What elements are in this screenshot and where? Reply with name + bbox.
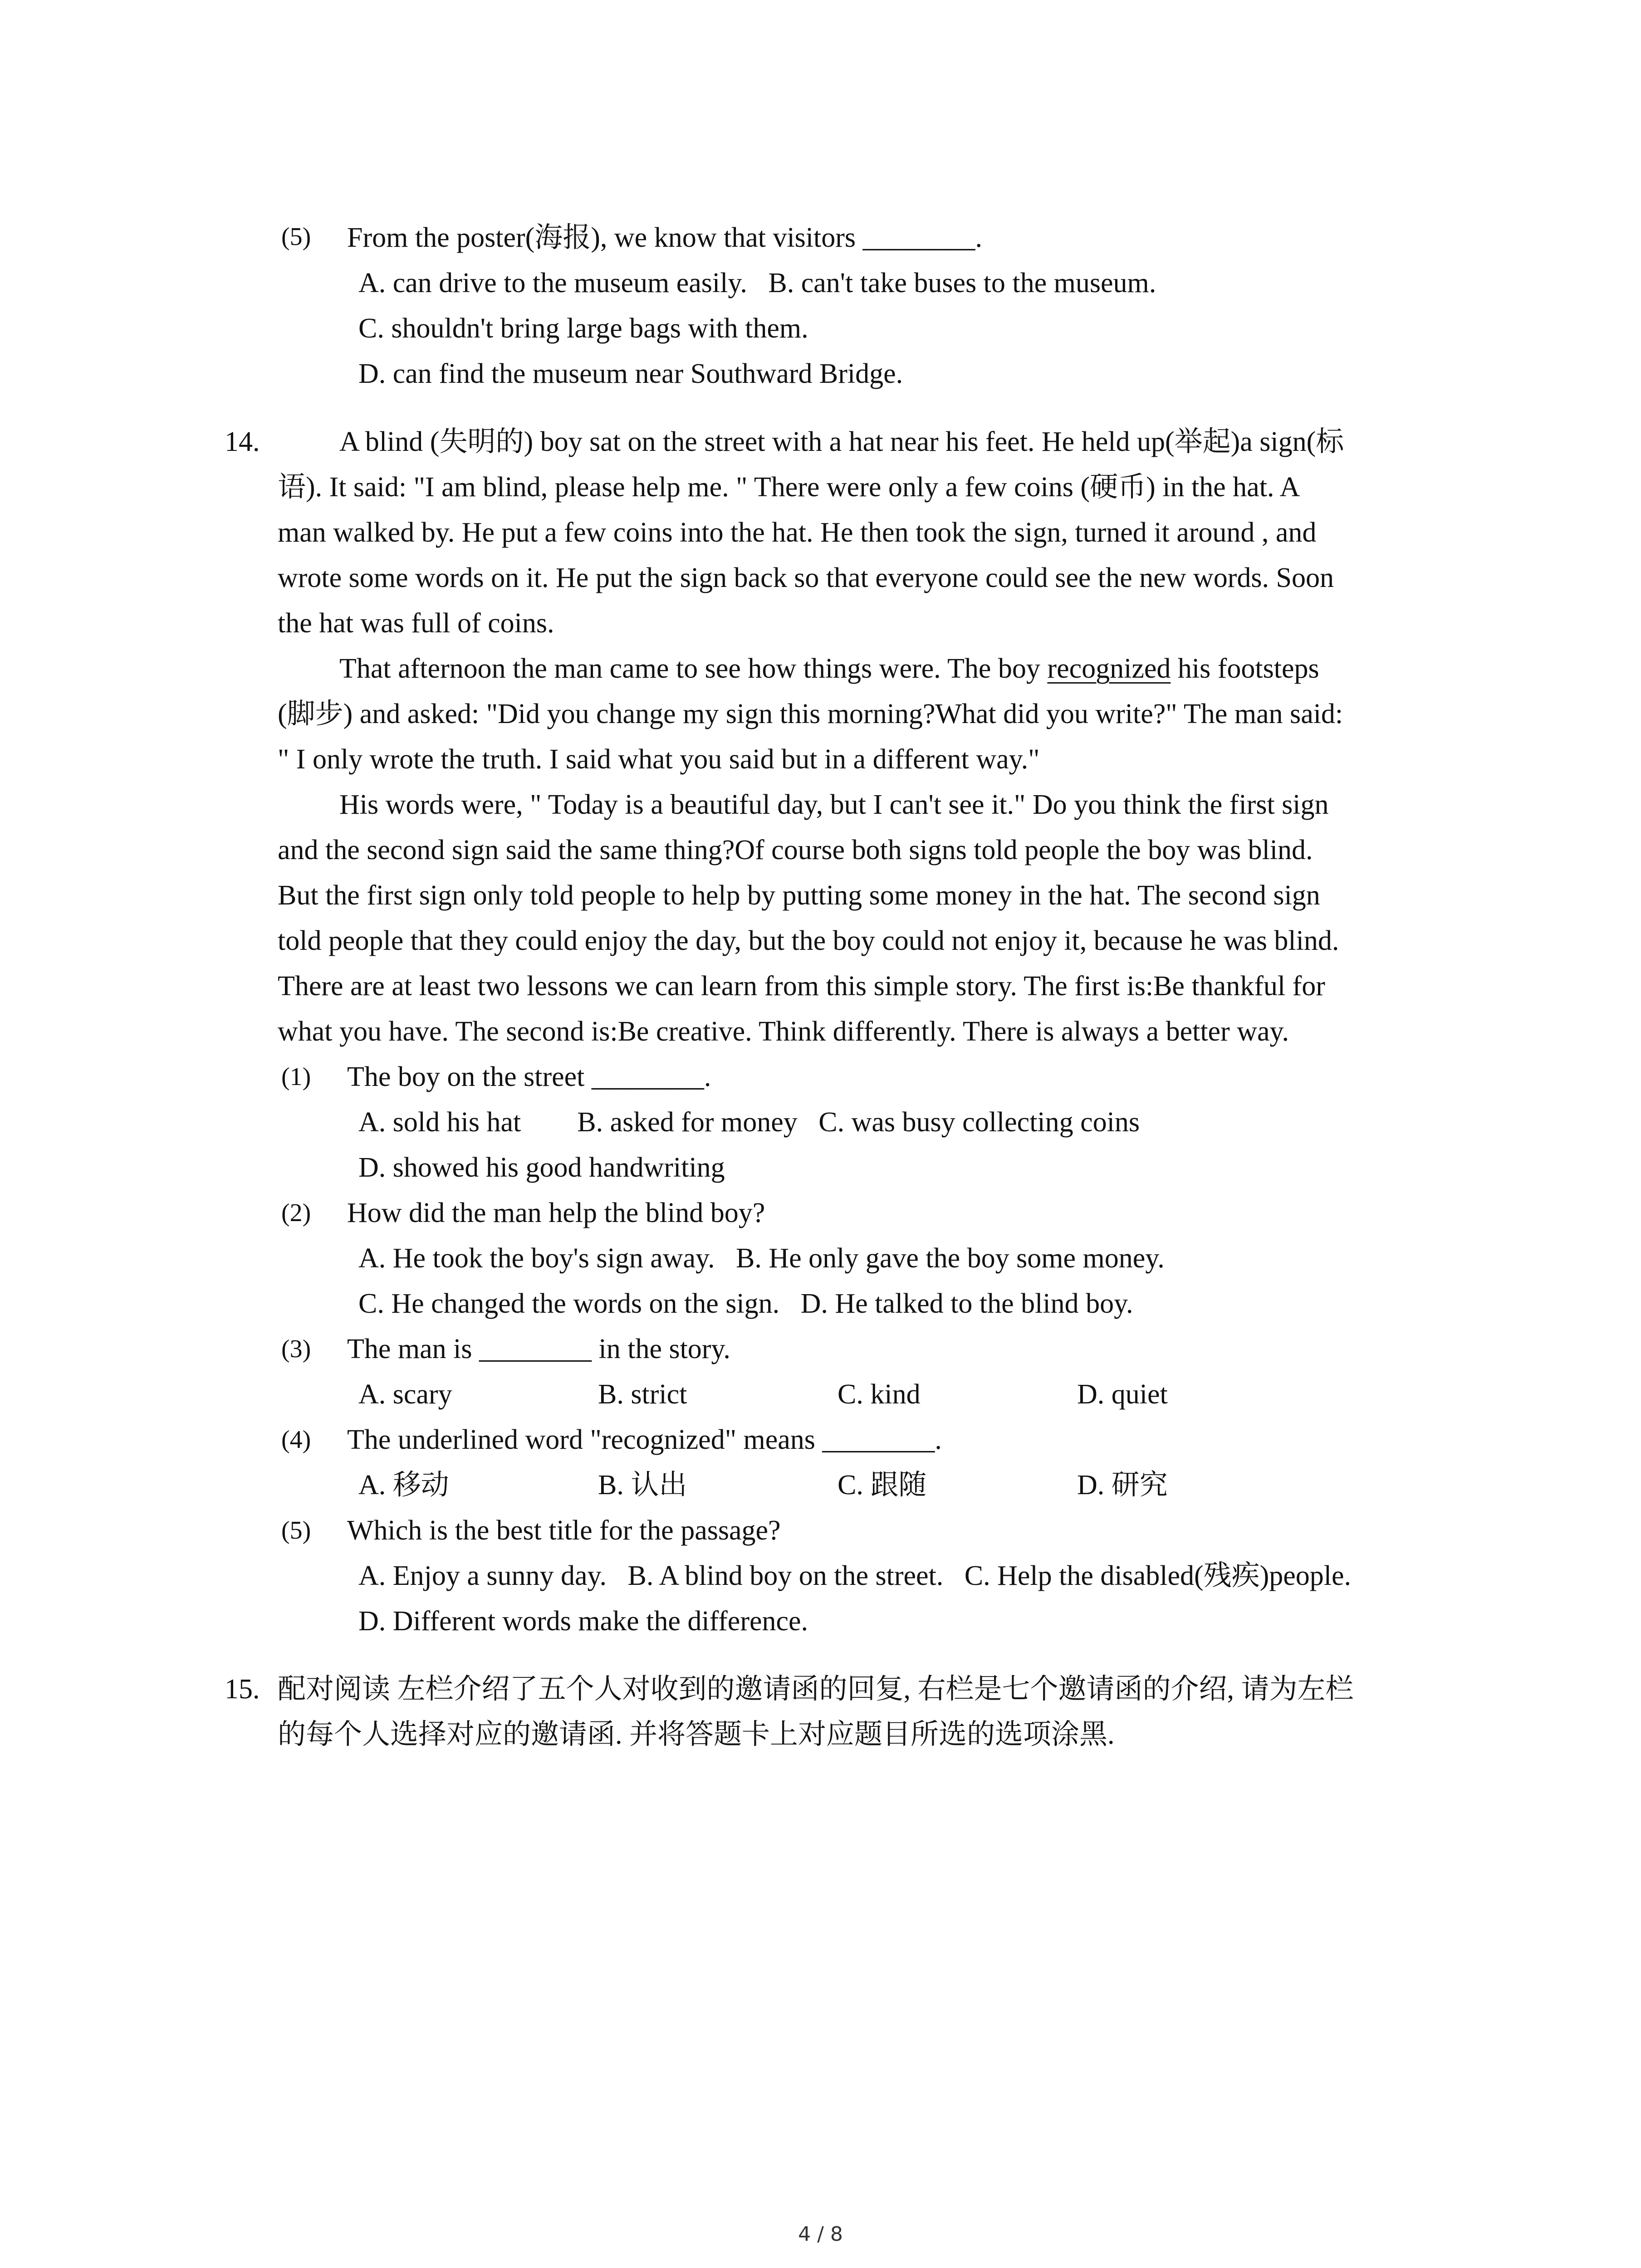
page-number: 4 / 8 — [798, 2223, 843, 2246]
question-number: 14. — [225, 426, 260, 457]
instruction-line: 配对阅读 左栏介绍了五个人对收到的邀请函的回复, 右栏是七个邀请函的介绍, 请为左栏 — [278, 1674, 1354, 1705]
option-b: B. 认出 — [598, 1470, 687, 1501]
option-b: B. strict — [598, 1379, 687, 1410]
passage-line: (脚步) and asked: "Did you change my sign this morning?What did you write?" The man said: — [278, 699, 1343, 729]
passage-text: That afternoon the man came to see how things were. The boy — [339, 653, 1048, 684]
option-line: D. can find the museum near Southward Bridge. — [358, 358, 903, 389]
passage-line: wrote some words on it. He put the sign back so that everyone could see the new words. Soon — [278, 562, 1334, 593]
passage-line: man walked by. He put a few coins into the hat. He then took the sign, turned it around , and — [278, 517, 1317, 548]
option-line: C. He changed the words on the sign. D. He talked to the blind boy. — [358, 1288, 1133, 1319]
underlined-word: recognized — [1047, 653, 1171, 684]
option-d: D. 研究 — [1077, 1470, 1168, 1501]
passage-line — [339, 650, 1319, 687]
question-stem: How did the man help the blind boy? — [347, 1198, 765, 1228]
option-line: D. showed his good handwriting — [358, 1152, 725, 1183]
question-number: 15. — [225, 1674, 260, 1705]
question-number: (3) — [281, 1335, 311, 1363]
passage-line: what you have. The second is:Be creative. Think differently. There is always a better way. — [278, 1016, 1289, 1047]
passage-line: told people that they could enjoy the day, but the boy could not enjoy it, because he was blind. — [278, 925, 1339, 956]
passage-line: There are at least two lessons we can learn from this simple story. The first is:Be thankful for — [278, 971, 1325, 1002]
option-d: D. quiet — [1077, 1379, 1168, 1410]
option-line: A. Enjoy a sunny day. B. A blind boy on the street. C. Help the disabled(残疾)people. — [358, 1560, 1352, 1591]
passage-line: A blind (失明的) boy sat on the street with a hat near his feet. He held up(举起)a sign(标 — [339, 426, 1344, 457]
passage-line: His words were, " Today is a beautiful day, but I can't see it." Do you think the first sign — [339, 789, 1329, 820]
question-stem: Which is the best title for the passage? — [347, 1515, 781, 1546]
question-number: (5) — [281, 1516, 311, 1545]
question-number: (2) — [281, 1199, 311, 1227]
question-stem: The boy on the street ________. — [347, 1061, 711, 1092]
passage-text: his footsteps — [1171, 653, 1319, 684]
option-line: C. shouldn't bring large bags with them. — [358, 313, 808, 344]
passage-line: " I only wrote the truth. I said what you said but in a different way." — [278, 744, 1040, 775]
option-c: C. kind — [838, 1379, 921, 1410]
option-line: D. Different words make the difference. — [358, 1606, 808, 1637]
option-line: A. sold his hat B. asked for money C. was busy collecting coins — [358, 1107, 1140, 1138]
question-stem: The underlined word "recognized" means ________. — [347, 1424, 942, 1455]
option-line: A. He took the boy's sign away. B. He only gave the boy some money. — [358, 1243, 1165, 1274]
question-stem: From the poster(海报), we know that visitors ________. — [347, 222, 983, 253]
passage-line: the hat was full of coins. — [278, 608, 554, 639]
option-c: C. 跟随 — [838, 1470, 927, 1501]
option-line: A. can drive to the museum easily. B. can't take buses to the museum. — [358, 268, 1156, 298]
option-a: A. scary — [358, 1379, 452, 1410]
question-number: (1) — [281, 1063, 311, 1091]
passage-line: and the second sign said the same thing?Of course both signs told people the boy was blind. — [278, 835, 1313, 865]
question-number: (5) — [281, 223, 311, 251]
instruction-line: 的每个人选择对应的邀请函. 并将答题卡上对应题目所选的选项涂黑. — [278, 1719, 1115, 1750]
option-a: A. 移动 — [358, 1470, 449, 1501]
passage-line: 语). It said: "I am blind, please help me. " There were only a few coins (硬币) in the hat. A — [278, 472, 1300, 503]
question-number: (4) — [281, 1426, 311, 1454]
passage-line: But the first sign only told people to help by putting some money in the hat. The second sign — [278, 880, 1320, 911]
question-stem: The man is ________ in the story. — [347, 1334, 730, 1364]
